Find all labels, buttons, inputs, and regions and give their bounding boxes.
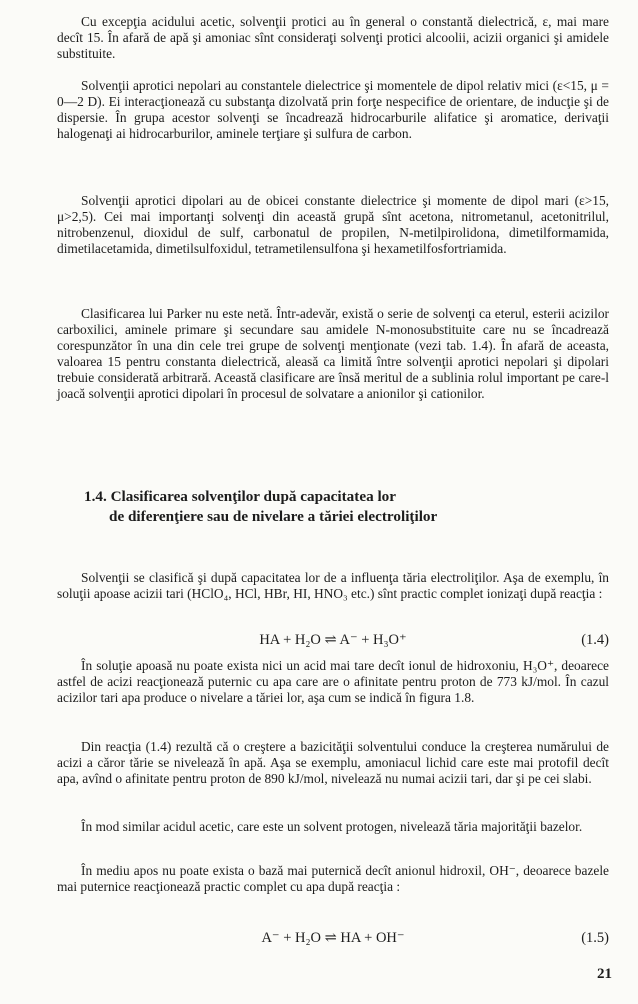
page-number: 21: [597, 966, 612, 982]
paragraph-aprotic-nonpolar: Solvenţii aprotici nepolari au constantele dielectrice şi momentele de dipol relativ mici (ε<15, μ = 0—2 D). Ei interacţionează cu substanţa dizolvată prin forţe nespecifice de orientare, de inducţie şi de dispersie. În grupa acestor solvenţi se încadrează hidrocarburile alifatice şi aromatice, derivaţii halogenaţi ai hidrocarburilor, aminele terţiare şi sulfura de carbon.: [57, 78, 609, 141]
paragraph-protic-solvents: Cu excepţia acidului acetic, solvenţii protici au în general o constantă dielectrică, ε, mai mare decît 15. În afară de apă şi amoniac sînt consideraţi solvenţi protici alcoolii, acizii organici şi amidele substituite.: [57, 14, 609, 61]
equation-formula: HA + H₂O ⇌ A⁻ + H₃O⁺: [259, 632, 407, 648]
paragraph-parker-classification: Clasificarea lui Parker nu este netă. Într-adevăr, există o serie de solvenţi ca eterul, esterii acizilor carboxilici, aminele primare şi secundare sau amidele N-monosubstituite care nu se încadrează corespunzător în una din cele trei grupe de solvenţi menţionate (vezi tab. 1.4). În afară de aceasta, valoarea 15 pentru constanta dielectrică, aleasă ca limită între solvenţii aprotici nepolari şi dipolari trebuie considerată arbitrară. Această clasificare are însă meritul de a sublinia rolul important pe care-l joacă solvenţii aprotici dipolari în procesul de solvatare a anionilor şi cationilor.: [57, 306, 609, 401]
paragraph-electrolyte-strength: Solvenţii se clasifică şi după capacitatea lor de a influenţa tăria electroliţilor. Aşa de exemplu, în soluţii apoase acizii tari (HClO₄, HCl, HBr, HI, HNO₃ etc.) sînt practic complet ionizaţi după reacţia :: [57, 570, 609, 601]
equation-number: (1.4): [581, 632, 609, 648]
paragraph-acetic-acid: În mod similar acidul acetic, care este un solvent protogen, nivelează tăria majorităţii bazelor.: [81, 819, 583, 834]
equation-1-5: [57, 928, 609, 948]
paragraph-basicity: Din reacţia (1.4) rezultă că o creştere a bazicităţii solventului conduce la creşterea numărului de acizi a căror tărie se nivelează în apă. Aşa se exemplu, amoniacul lichid care este mai protofil decît apa, avînd o afinitate pentru proton de 890 kJ/mol, nivelează nu numai acizii tari, dar şi pe cei slabi.: [57, 739, 609, 786]
section-heading-line1: 1.4. Clasificarea solvenţilor după capacitatea lor: [84, 488, 397, 505]
paragraph-aprotic-dipolar: Solvenţii aprotici dipolari au de obicei constante dielectrice şi momente de dipol mari (ε>15, μ>2,5). Cei mai importanţi solvenţi din această grupă sînt acetona, nitrometanul, acetonitrilul, nitrobenzenul, dioxidul de sulf, carbonatul de propilen, N-metilpirolidona, dimetilformamida, dimetilacetamida, dimetilsulfoxidul, tetrametilensulfona şi hexametilfosfortriamida.: [57, 193, 609, 256]
section-heading-line2: de diferenţiere sau de nivelare a tăriei electroliţilor: [109, 508, 438, 525]
equation-number: (1.5): [581, 930, 609, 946]
paragraph-hydroxyl: În mediu apos nu poate exista o bază mai puternică decît anionul hidroxil, OH⁻, deoarece bazele mai puternice reacţionează practic complet cu apa după reacţia :: [57, 863, 609, 894]
section-heading: [84, 487, 604, 527]
equation-1-4: [57, 630, 609, 650]
paragraph-hydroxonium: În soluţie apoasă nu poate exista nici un acid mai tare decît ionul de hidroxoniu, H₃O⁺, deoarece astfel de acizi reacţionează puternic cu apa care are o afinitate pentru proton de 773 kJ/mol. În cazul acizilor tari apa produce o nivelare a tăriei lor, aşa cum se indică în figura 1.8.: [57, 658, 609, 705]
equation-formula: A⁻ + H₂O ⇌ HA + OH⁻: [261, 930, 405, 946]
